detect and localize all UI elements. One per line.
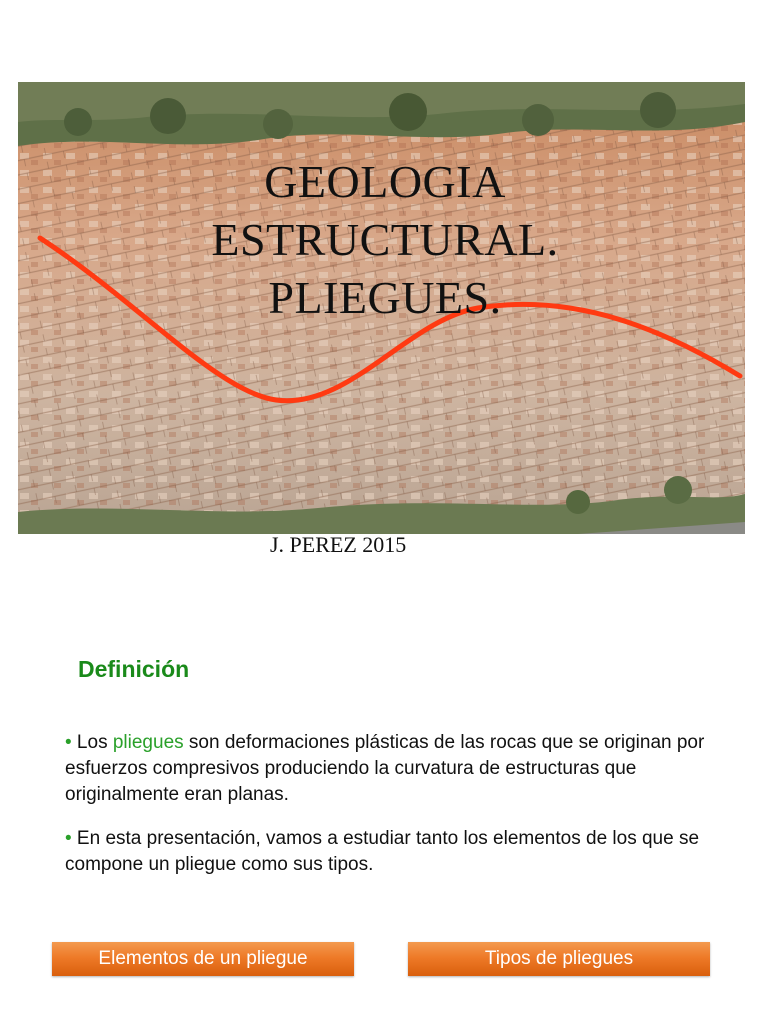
p1-text-after: son deformaciones plásticas de las rocas que se originan por esfuerzos compresivos produciendo la curvatura de estructuras que originalmente eran planas. bbox=[65, 732, 705, 805]
title-line-1: GEOLOGIA bbox=[264, 156, 506, 207]
author-credit: J. PEREZ 2015 bbox=[270, 532, 407, 557]
slide-title bbox=[175, 153, 595, 327]
p2-text: En esta presentación, vamos a estudiar tanto los elementos de los que se compone un pliegue como sus tipos. bbox=[65, 828, 700, 875]
title-line-2: ESTRUCTURAL. bbox=[211, 214, 559, 265]
section-heading: Definición bbox=[78, 656, 190, 682]
title-line-3: PLIEGUES. bbox=[268, 272, 502, 323]
bullet-icon: • bbox=[65, 828, 72, 849]
definition-paragraph bbox=[65, 730, 715, 808]
p1-text-before: Los bbox=[71, 732, 113, 753]
elementos-button[interactable]: Elementos de un pliegue bbox=[52, 942, 354, 976]
pliegues-highlight: pliegues bbox=[112, 732, 184, 753]
bullet-icon: • bbox=[65, 732, 72, 753]
presentation-paragraph bbox=[65, 826, 715, 878]
tipos-button[interactable]: Tipos de pliegues bbox=[408, 942, 710, 976]
